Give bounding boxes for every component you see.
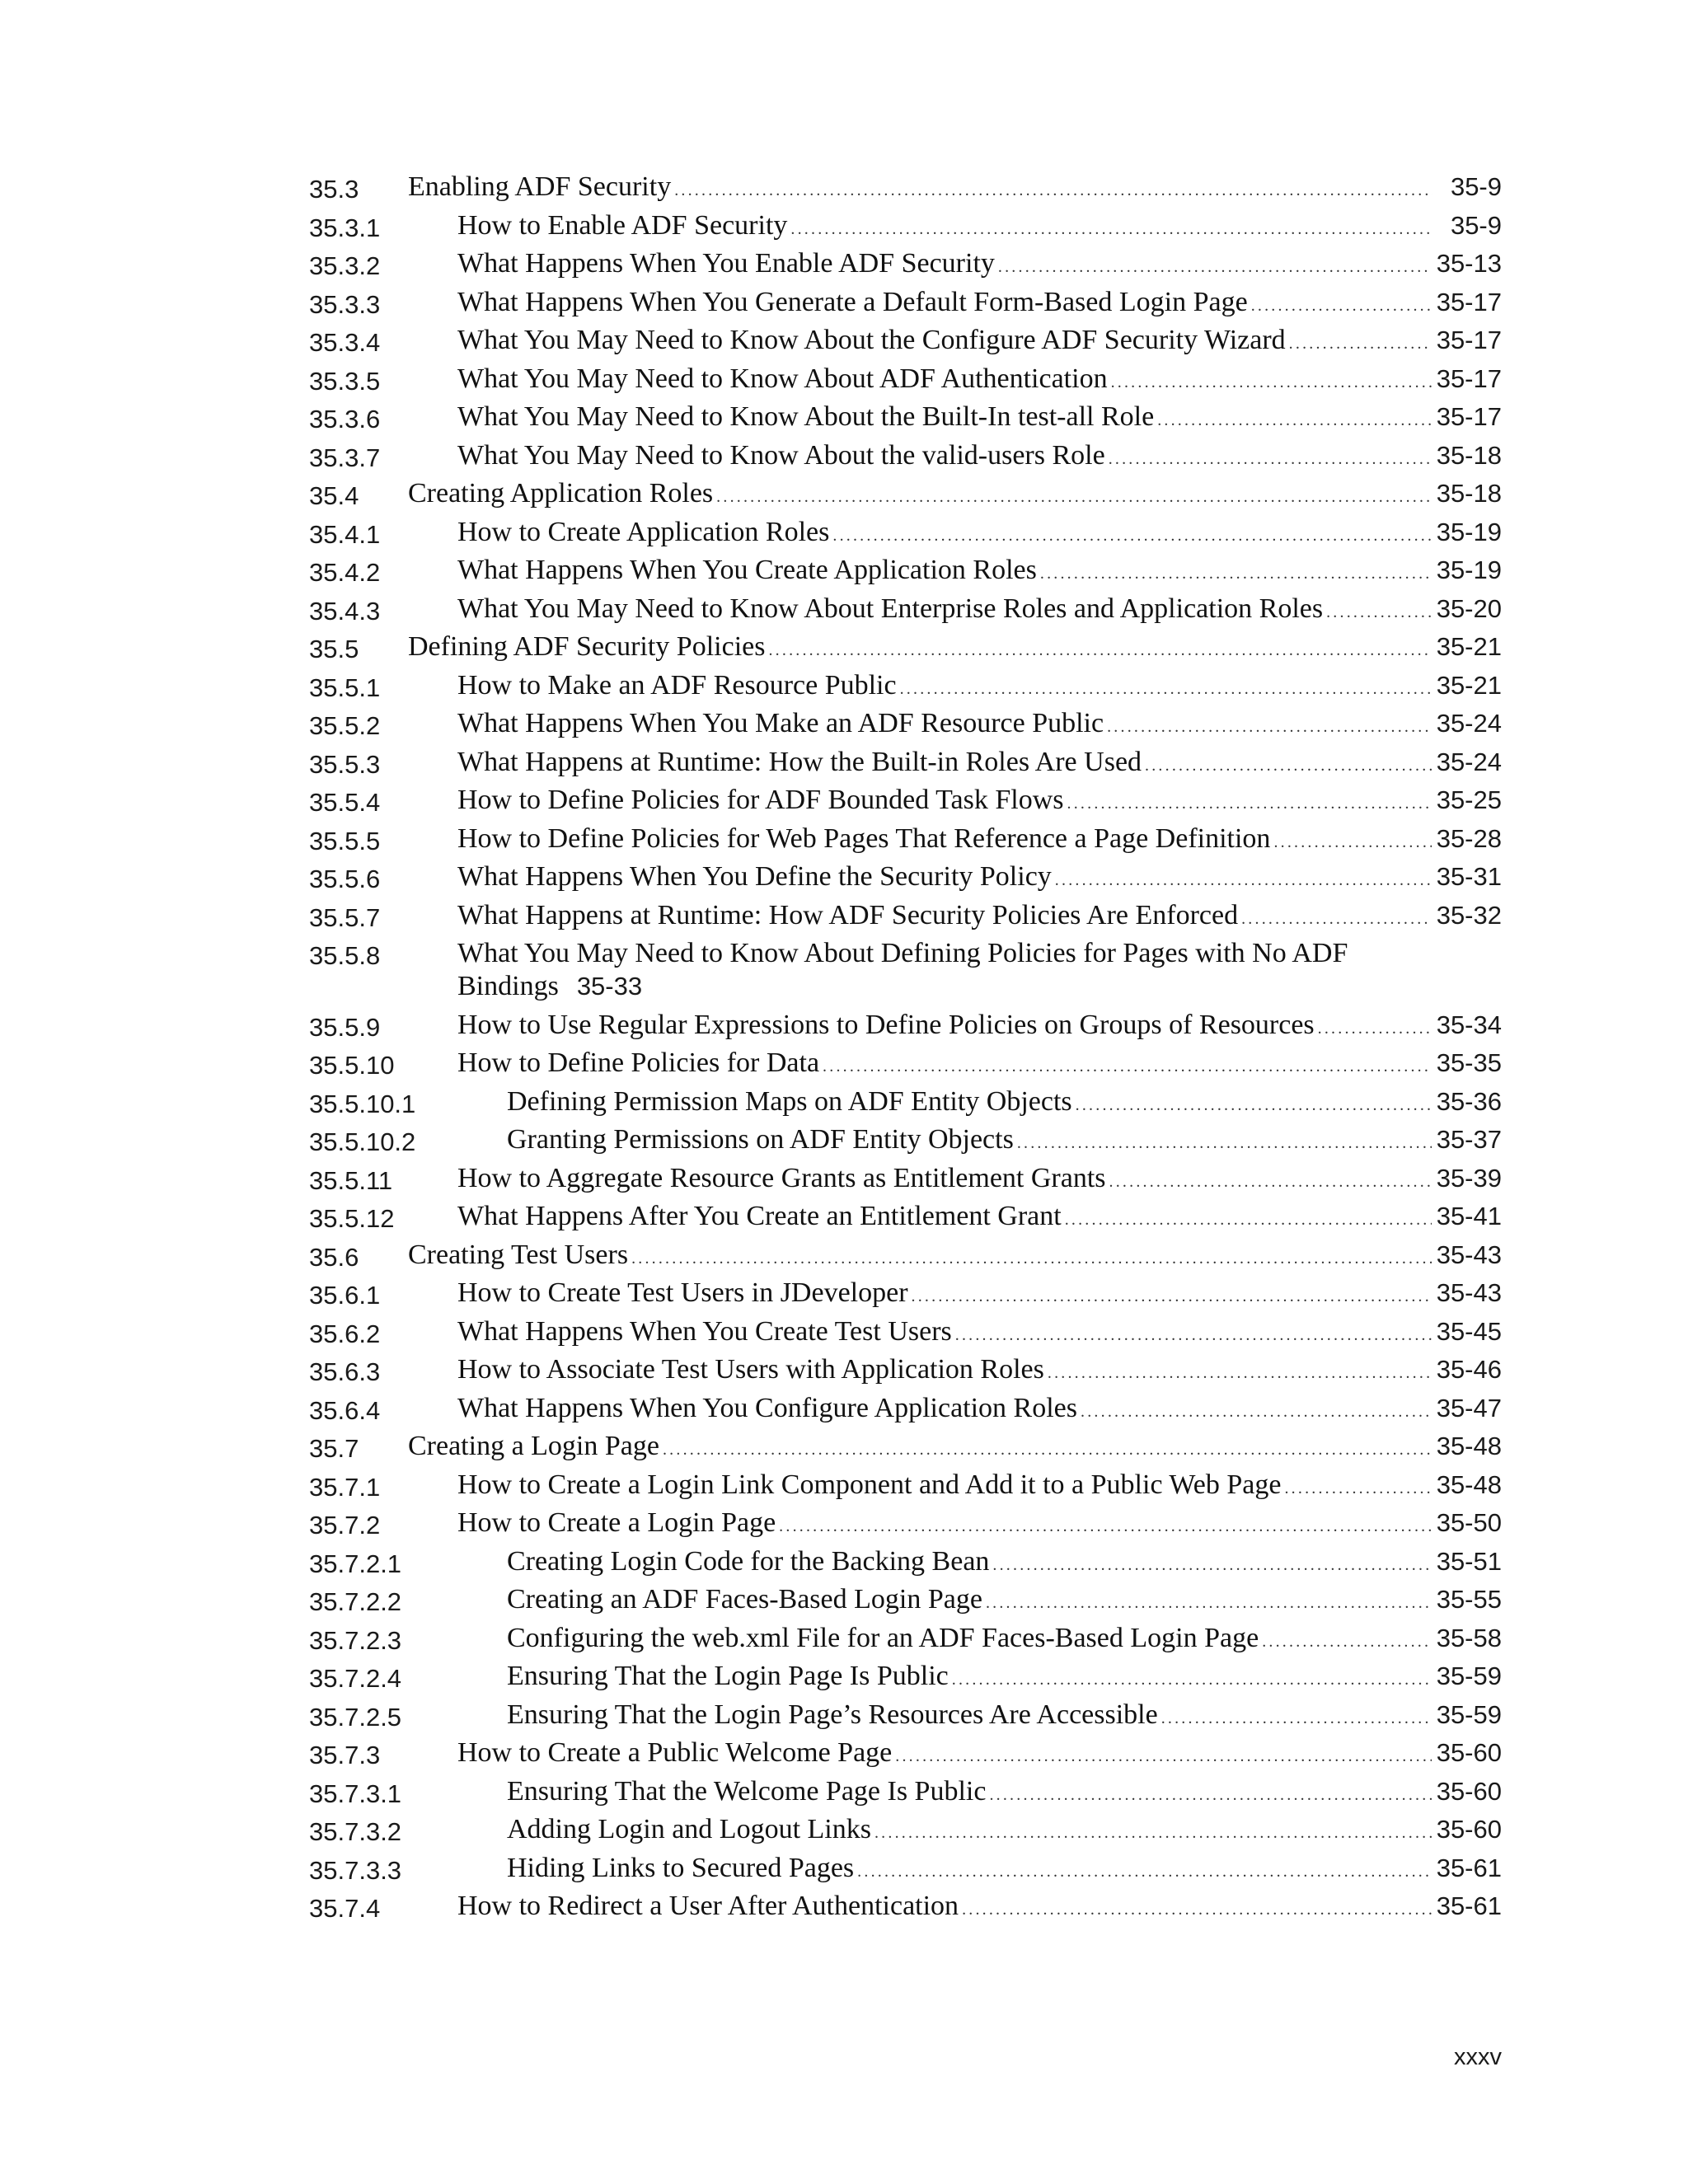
dot-leader xyxy=(998,251,1432,284)
toc-entry-number: 35.7.2.5 xyxy=(309,1702,402,1732)
toc-entry-number: 35.3.3 xyxy=(309,289,381,319)
toc-entry-page[interactable]: 35-17 xyxy=(1436,326,1502,354)
toc-entry-title[interactable]: What Happens When You Make an ADF Resource Public xyxy=(457,708,1104,738)
toc-entry[interactable] xyxy=(309,363,1502,401)
toc-entry-number: 35.7.3 xyxy=(309,1741,381,1769)
toc-entry-page[interactable]: 35-51 xyxy=(1436,1546,1502,1576)
toc-entry-number: 35.3.5 xyxy=(309,366,381,396)
toc-entry-title[interactable]: Creating Application Roles xyxy=(408,478,714,509)
dot-leader xyxy=(1081,1395,1432,1428)
toc-entry[interactable] xyxy=(309,1545,1502,1584)
toc-entry-title[interactable]: What You May Need to Know About the Built-In test-all Role xyxy=(457,401,1155,432)
toc-entry-page[interactable]: 35-17 xyxy=(1436,363,1502,393)
toc-entry-page[interactable]: 35-13 xyxy=(1436,249,1502,278)
toc-entry[interactable] xyxy=(309,1852,1502,1891)
toc-entry-title[interactable]: What You May Need to Know About ADF Authentication xyxy=(457,363,1108,394)
toc-entry[interactable] xyxy=(309,1162,1502,1201)
toc-entry-title[interactable]: What You May Need to Know About Defining Policies for Pages with No ADF Bindings xyxy=(457,938,1348,1001)
toc-entry-title[interactable]: How to Create a Login Page xyxy=(457,1507,776,1538)
toc-entry[interactable] xyxy=(309,784,1502,823)
toc-entry-title[interactable]: What Happens When You Create Application Roles xyxy=(457,555,1037,585)
toc-entry-page[interactable]: 35-45 xyxy=(1436,1316,1502,1346)
toc-entry-page[interactable]: 35-43 xyxy=(1436,1278,1502,1307)
toc-entry[interactable] xyxy=(309,209,1502,248)
toc-entry[interactable] xyxy=(309,286,1502,325)
toc-entry[interactable] xyxy=(309,1660,1502,1699)
toc-entry-number: 35.5 xyxy=(309,635,359,663)
dot-leader xyxy=(1111,366,1432,399)
toc-entry-page[interactable]: 35-24 xyxy=(1436,747,1502,776)
dot-leader xyxy=(1065,1203,1432,1236)
toc-entry-title[interactable]: How to Create Application Roles xyxy=(457,516,830,547)
toc-entry[interactable] xyxy=(309,899,1502,938)
toc-entry[interactable] xyxy=(309,746,1502,785)
toc-entry-title[interactable]: Enabling ADF Security xyxy=(408,171,672,202)
toc-entry-title[interactable]: What Happens After You Create an Entitlement Grant xyxy=(457,1201,1062,1231)
toc-entry-number: 35.5.12 xyxy=(309,1204,395,1233)
toc-entry-page[interactable]: 35-55 xyxy=(1436,1585,1502,1614)
toc-entry-number: 35.7.3.1 xyxy=(309,1779,402,1808)
toc-entry[interactable] xyxy=(309,477,1502,516)
toc-entry-number: 35.6 xyxy=(309,1242,359,1272)
toc-entry-number: 35.4 xyxy=(309,481,359,510)
toc-entry-page[interactable]: 35-18 xyxy=(1436,479,1502,508)
toc-entry[interactable] xyxy=(309,630,1502,669)
page-number: xxxv xyxy=(1454,2044,1502,2070)
toc-entry-title[interactable]: How to Create Test Users in JDeveloper xyxy=(457,1277,908,1308)
toc-entry[interactable] xyxy=(309,1622,1502,1661)
toc-entry-number: 35.7.4 xyxy=(309,1894,381,1923)
toc-entry-title[interactable]: How to Redirect a User After Authentication xyxy=(457,1891,959,1921)
toc-entry-number: 35.3.1 xyxy=(309,213,381,242)
toc-entry-page[interactable]: 35-21 xyxy=(1436,670,1502,700)
toc-entry[interactable] xyxy=(309,1775,1502,1814)
toc-entry-page[interactable]: 35-19 xyxy=(1436,517,1502,546)
toc-entry-page[interactable]: 35-48 xyxy=(1436,1432,1502,1460)
toc-entry-title[interactable]: Creating Login Code for the Backing Bean xyxy=(507,1545,990,1577)
dot-leader xyxy=(1262,1625,1432,1658)
toc-entry-number: 35.6.2 xyxy=(309,1319,381,1348)
toc-entry[interactable] xyxy=(309,860,1502,899)
toc-entry-number: 35.5.5 xyxy=(309,826,381,855)
toc-entry-page[interactable]: 35-61 xyxy=(1436,1891,1502,1920)
toc-entry-title[interactable]: How to Make an ADF Resource Public xyxy=(457,669,897,701)
dot-leader xyxy=(1067,787,1432,820)
toc-entry[interactable] xyxy=(309,1009,1502,1047)
toc-entry[interactable] xyxy=(309,1469,1502,1507)
toc-entry-title[interactable]: What You May Need to Know About the Configure ADF Security Wizard xyxy=(457,325,1286,355)
toc-entry-page[interactable]: 35-46 xyxy=(1436,1355,1502,1384)
toc-entry-number: 35.7 xyxy=(309,1434,359,1463)
toc-entry[interactable] xyxy=(309,1736,1502,1775)
toc-entry-title[interactable]: What Happens When You Define the Security Policy xyxy=(457,861,1052,892)
toc-entry[interactable] xyxy=(309,1277,1502,1315)
toc-entry[interactable] xyxy=(309,1583,1502,1622)
toc-entry[interactable] xyxy=(309,516,1502,555)
toc-entry-page[interactable]: 35-35 xyxy=(1436,1048,1502,1077)
toc-entry-title[interactable]: What Happens When You Configure Application Roles xyxy=(457,1392,1078,1423)
toc-entry[interactable] xyxy=(309,707,1502,746)
toc-entry-page[interactable]: 35-37 xyxy=(1436,1125,1502,1154)
toc-entry-number: 35.3.2 xyxy=(309,251,381,280)
toc-entry-title[interactable]: How to Define Policies for ADF Bounded Task Flows xyxy=(457,785,1064,815)
toc-entry[interactable] xyxy=(309,1392,1502,1431)
dot-leader xyxy=(895,1740,1431,1773)
toc-entry-number: 35.7.1 xyxy=(309,1472,381,1502)
toc-entry-number: 35.5.10.1 xyxy=(309,1089,416,1118)
toc-entry-number: 35.7.2.2 xyxy=(309,1587,402,1616)
toc-entry-number: 35.7.2.4 xyxy=(309,1664,402,1693)
toc-entry-page[interactable]: 35-60 xyxy=(1436,1776,1502,1806)
dot-leader xyxy=(1109,1165,1432,1198)
dot-leader xyxy=(1273,826,1431,859)
toc-entry-number: 35.6.4 xyxy=(309,1395,381,1425)
toc-entry-page[interactable]: 35-20 xyxy=(1436,593,1502,623)
dot-leader xyxy=(955,1319,1432,1352)
dot-leader xyxy=(874,1816,1432,1849)
dot-leader xyxy=(1048,1357,1432,1390)
dot-leader xyxy=(1076,1089,1432,1122)
dot-leader xyxy=(1289,327,1432,360)
toc-entry-title[interactable]: What Happens at Runtime: How ADF Security Policies Are Enforced xyxy=(457,899,1239,930)
dot-leader xyxy=(832,519,1431,552)
toc-entry-number: 35.4.3 xyxy=(309,596,381,626)
toc-entry-number: 35.7.3.3 xyxy=(309,1855,402,1885)
toc-entry-number: 35.5.1 xyxy=(309,673,381,702)
toc-entry-page[interactable]: 35-32 xyxy=(1436,900,1502,930)
toc-entry-page[interactable]: 35-21 xyxy=(1436,632,1502,661)
toc-entry[interactable] xyxy=(309,1315,1502,1354)
toc-entry-title[interactable]: What You May Need to Know About the valid-users Role xyxy=(457,439,1105,471)
toc-entry-title[interactable]: How to Associate Test Users with Application Roles xyxy=(457,1354,1044,1385)
toc-entry-title[interactable]: Ensuring That the Welcome Page Is Public xyxy=(507,1775,987,1807)
dot-leader xyxy=(768,634,1431,667)
dot-leader xyxy=(989,1779,1431,1811)
dot-leader xyxy=(1161,1702,1432,1735)
toc-entry[interactable] xyxy=(309,1353,1502,1392)
toc-entry-number: 35.4.2 xyxy=(309,558,381,587)
toc-entry[interactable] xyxy=(309,171,1502,209)
toc-entry[interactable] xyxy=(309,324,1502,363)
dot-leader xyxy=(663,1433,1432,1466)
toc-entry-number: 35.5.6 xyxy=(309,865,381,893)
dot-leader xyxy=(1109,443,1432,476)
toc-entry[interactable] xyxy=(309,1085,1502,1124)
toc-entry-title[interactable]: How to Use Regular Expressions to Define Policies on Groups of Resources xyxy=(457,1009,1315,1040)
toc-entry-page[interactable]: 35-17 xyxy=(1436,402,1502,431)
toc-entry-page[interactable]: 35-58 xyxy=(1436,1623,1502,1652)
toc-entry-title[interactable]: Adding Login and Logout Links xyxy=(507,1814,871,1844)
toc-entry-page[interactable]: 35-19 xyxy=(1436,555,1502,584)
toc-entry[interactable] xyxy=(309,1123,1502,1162)
dot-leader xyxy=(823,1050,1432,1083)
toc-entry-page[interactable]: 35-17 xyxy=(1436,287,1502,316)
toc-entry-number: 35.5.2 xyxy=(309,711,381,740)
toc-entry-title[interactable]: Configuring the web.xml File for an ADF Faces-Based Login Page xyxy=(507,1622,1259,1653)
toc-entry-page[interactable]: 35-33 xyxy=(576,972,643,1001)
toc-entry-page[interactable]: 35-41 xyxy=(1436,1202,1502,1230)
toc-entry-title[interactable]: Granting Permissions on ADF Entity Objects xyxy=(507,1124,1014,1155)
toc-entry-page[interactable]: 35-9 xyxy=(1450,210,1502,240)
dot-leader xyxy=(790,213,1432,246)
dot-leader xyxy=(952,1663,1432,1696)
toc-entry-page[interactable]: 35-59 xyxy=(1436,1699,1502,1729)
toc-entry-title[interactable]: Creating an ADF Faces-Based Login Page xyxy=(507,1584,982,1615)
toc-entry-number: 35.3.6 xyxy=(309,405,381,434)
toc-entry-page[interactable]: 35-39 xyxy=(1436,1163,1502,1193)
toc-entry-page[interactable]: 35-60 xyxy=(1436,1738,1502,1767)
toc-entry-page[interactable]: 35-25 xyxy=(1436,785,1502,814)
toc-entry-page[interactable]: 35-31 xyxy=(1436,862,1502,891)
toc-entry-number: 35.5.4 xyxy=(309,788,381,817)
toc-entry[interactable] xyxy=(309,1890,1502,1929)
toc-entry-title[interactable]: Defining Permission Maps on ADF Entity Objects xyxy=(507,1085,1072,1117)
toc-entry-title[interactable]: How to Enable ADF Security xyxy=(457,209,788,241)
toc-entry-title[interactable]: What You May Need to Know About Enterprise Roles and Application Roles xyxy=(457,593,1324,624)
toc-entry-page[interactable]: 35-36 xyxy=(1436,1086,1502,1116)
dot-leader xyxy=(986,1586,1432,1619)
toc-entry-page[interactable]: 35-34 xyxy=(1436,1010,1502,1039)
dot-leader xyxy=(1157,404,1432,437)
toc-entry-page[interactable]: 35-24 xyxy=(1436,709,1502,738)
dot-leader xyxy=(962,1893,1432,1926)
toc-entry[interactable] xyxy=(309,439,1502,478)
toc-entry[interactable] xyxy=(309,1239,1502,1277)
toc-entry-number: 35.5.7 xyxy=(309,902,381,932)
dot-leader xyxy=(779,1510,1432,1543)
toc-entry-title[interactable]: How to Define Policies for Data xyxy=(457,1047,820,1078)
dot-leader xyxy=(857,1855,1432,1888)
toc-entry-title[interactable]: Hiding Links to Secured Pages xyxy=(507,1852,855,1883)
toc-entry-number: 35.4.1 xyxy=(309,519,381,549)
toc-entry-page[interactable]: 35-28 xyxy=(1436,823,1502,853)
toc-entry-number: 35.7.2.1 xyxy=(309,1549,402,1578)
toc-entry-number: 35.3.7 xyxy=(309,443,381,472)
toc-entry-title[interactable]: How to Create a Public Welcome Page xyxy=(457,1737,893,1768)
toc-entry-title[interactable]: What Happens at Runtime: How the Built-in Roles Are Used xyxy=(457,746,1142,777)
toc-entry[interactable] xyxy=(309,1507,1502,1545)
dot-leader xyxy=(716,480,1432,513)
dot-leader xyxy=(912,1280,1432,1313)
toc-entry-title[interactable]: Creating Test Users xyxy=(408,1239,629,1270)
dot-leader xyxy=(1107,710,1432,743)
toc-entry[interactable] xyxy=(309,247,1502,286)
dot-leader xyxy=(1055,864,1432,897)
toc-entry-page[interactable]: 35-48 xyxy=(1436,1469,1502,1499)
toc-entry[interactable] xyxy=(309,554,1502,593)
toc-entry-page[interactable]: 35-9 xyxy=(1450,172,1502,201)
dot-leader xyxy=(900,673,1432,705)
toc-entry-number: 35.5.10.2 xyxy=(309,1127,416,1156)
toc-entry-page[interactable]: 35-59 xyxy=(1436,1661,1502,1690)
dot-leader xyxy=(1326,596,1432,629)
dot-leader xyxy=(631,1242,1432,1275)
toc-entry-title[interactable]: How to Define Policies for Web Pages That Reference a Page Definition xyxy=(457,823,1271,854)
toc-entry-number: 35.7.2 xyxy=(309,1511,381,1540)
toc-entry-page[interactable]: 35-61 xyxy=(1436,1853,1502,1882)
toc-entry-title[interactable]: Ensuring That the Login Page’s Resources Are Accessible xyxy=(507,1699,1158,1730)
toc-entry-page[interactable]: 35-18 xyxy=(1436,440,1502,470)
toc-entry-number: 35.6.3 xyxy=(309,1357,381,1386)
toc-entry[interactable] xyxy=(309,593,1502,631)
dot-leader xyxy=(674,174,1432,207)
toc-entry-number: 35.5.11 xyxy=(309,1165,393,1195)
dot-leader xyxy=(992,1549,1431,1582)
toc-entry-title[interactable]: What Happens When You Enable ADF Security xyxy=(457,248,995,279)
toc-entry-number: 35.5.3 xyxy=(309,749,381,779)
dot-leader xyxy=(1251,289,1432,322)
toc-entry[interactable] xyxy=(309,1200,1502,1239)
toc-entry-title[interactable]: How to Aggregate Resource Grants as Entitlement Grants xyxy=(457,1162,1106,1193)
toc-entry[interactable] xyxy=(309,1047,1502,1085)
dot-leader xyxy=(1284,1472,1431,1505)
toc-entry-number: 35.3 xyxy=(309,175,359,204)
toc-entry[interactable] xyxy=(309,1813,1502,1852)
toc-entry[interactable] xyxy=(309,1430,1502,1469)
dot-leader xyxy=(1017,1127,1432,1160)
toc-entry-title[interactable]: Defining ADF Security Policies xyxy=(408,631,766,662)
toc-entry[interactable] xyxy=(309,937,1502,1009)
toc-entry-page[interactable]: 35-60 xyxy=(1436,1815,1502,1844)
toc-entry-number: 35.7.3.2 xyxy=(309,1817,402,1846)
dot-leader xyxy=(1145,749,1432,782)
toc-entry-number: 35.5.10 xyxy=(309,1051,395,1080)
toc-entry-page[interactable]: 35-47 xyxy=(1436,1393,1502,1422)
toc-entry-number: 35.6.1 xyxy=(309,1281,381,1310)
toc-entry[interactable] xyxy=(309,1699,1502,1737)
toc-entry[interactable] xyxy=(309,669,1502,708)
toc-entry-number: 35.5.9 xyxy=(309,1012,381,1042)
toc-entry-page[interactable]: 35-43 xyxy=(1436,1240,1502,1269)
toc-entry-title[interactable]: How to Create a Login Link Component and Add it to a Public Web Page xyxy=(457,1469,1282,1500)
toc-entry-number: 35.5.8 xyxy=(309,941,381,970)
toc-entry[interactable] xyxy=(309,401,1502,439)
toc-entry-title[interactable]: Ensuring That the Login Page Is Public xyxy=(507,1661,949,1691)
dot-leader xyxy=(1318,1012,1432,1045)
dot-leader xyxy=(1241,902,1432,935)
toc-entry-number: 35.3.4 xyxy=(309,328,381,357)
toc-entry-page[interactable]: 35-50 xyxy=(1436,1508,1502,1537)
toc-entry-number: 35.7.2.3 xyxy=(309,1625,402,1655)
table-of-contents xyxy=(309,171,1502,1929)
toc-entry-title[interactable]: Creating a Login Page xyxy=(408,1431,659,1461)
toc-entry-title[interactable]: What Happens When You Create Test Users xyxy=(457,1315,952,1347)
toc-entry[interactable] xyxy=(309,823,1502,861)
toc-entry-title[interactable]: What Happens When You Generate a Default Form-Based Login Page xyxy=(457,286,1248,317)
dot-leader xyxy=(1040,557,1432,590)
